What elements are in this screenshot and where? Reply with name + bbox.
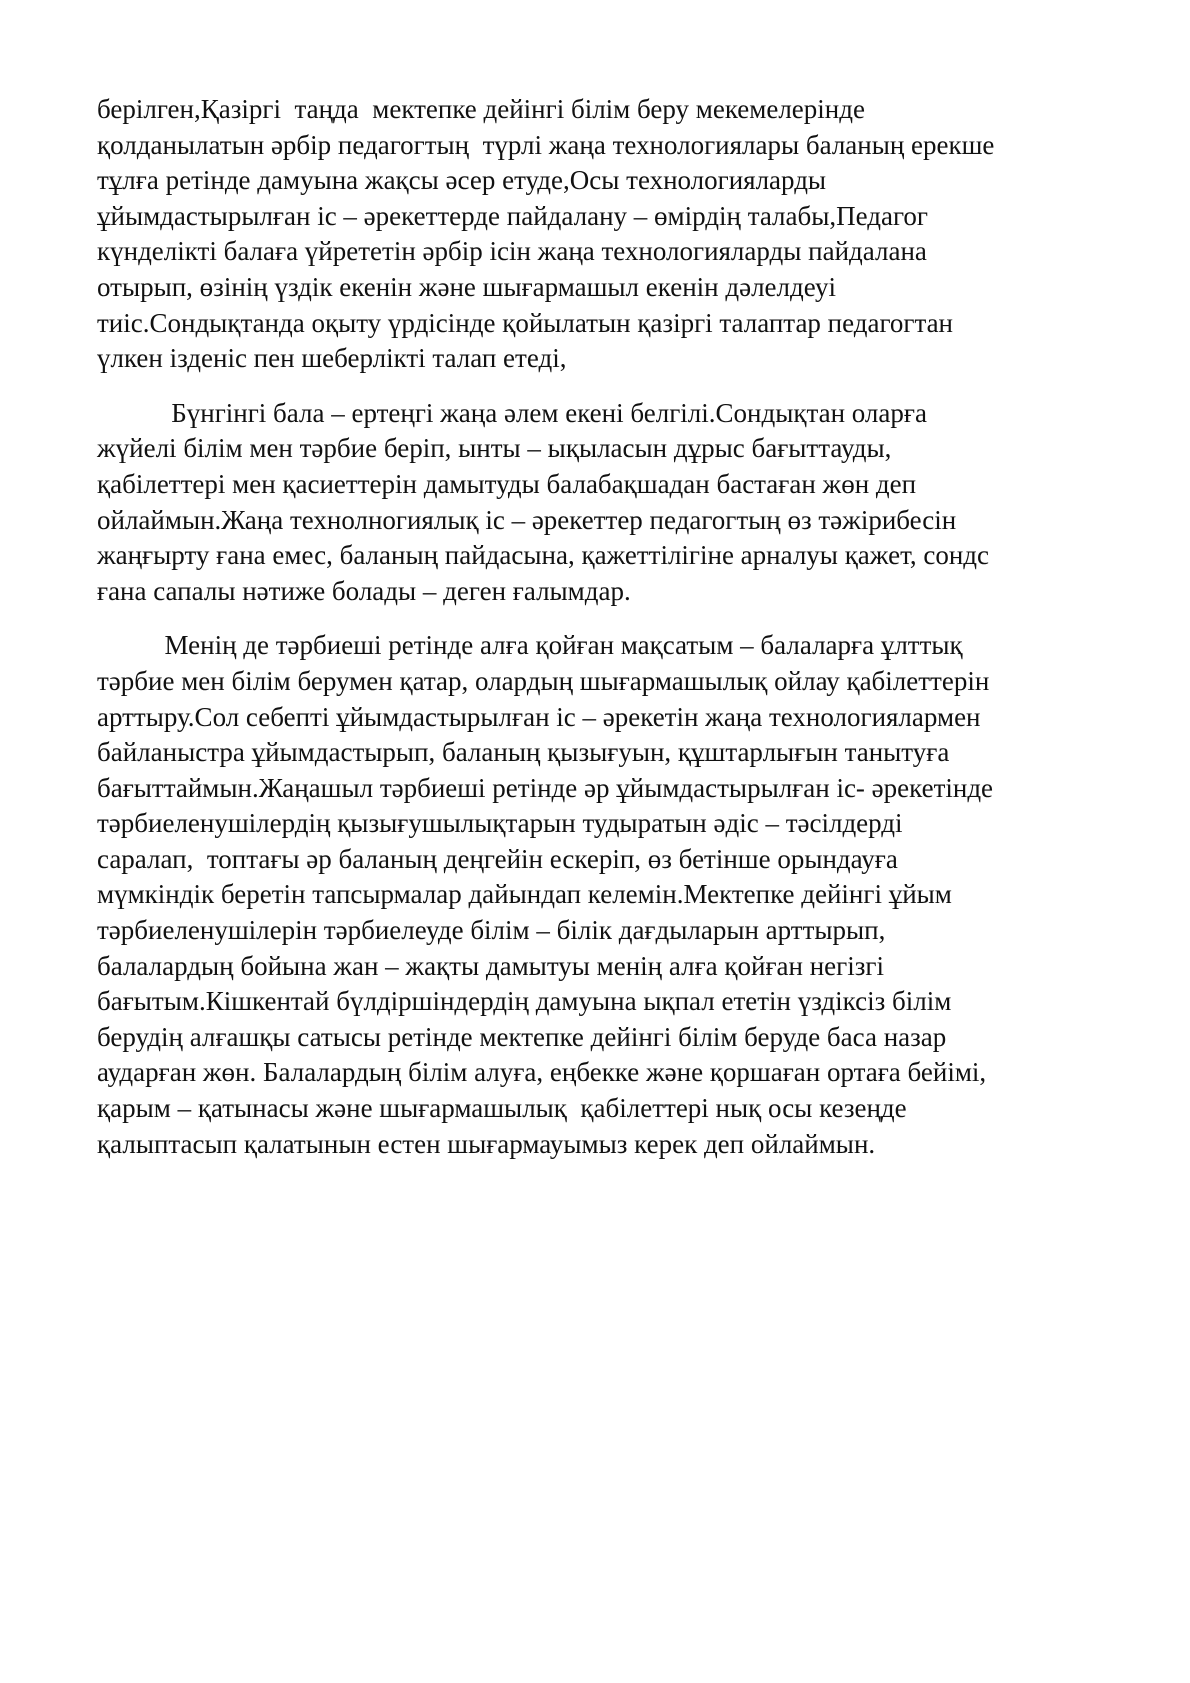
text-line: ұйымдастырылған іс – әрекеттерде пайдалану – өмірдің талабы,Педагог (97, 200, 928, 231)
text-line: тәрбиеленушілердің қызығушылықтарын тудыратын әдіс – тәсілдерді (97, 808, 903, 839)
paragraph-3 (97, 628, 1137, 1162)
text-line: ғана сапалы нәтиже болады – деген ғалымдар. (97, 575, 631, 606)
text-line: қабілеттері мен қасиеттерін дамытуды балабақшадан бастаған жөн деп (97, 468, 917, 499)
text-line: тәрбие мен білім берумен қатар, олардың шығармашылық ойлау қабілеттерін (97, 665, 990, 696)
text-line: арттыру.Сол себепті ұйымдастырылған іс – әрекетін жаңа технологиялармен (97, 701, 981, 732)
text-line: бағытым.Кішкентай бүлдіршіндердің дамуына ықпал ететін үздіксіз білім (97, 986, 952, 1017)
text-line: Менің де тәрбиеші ретінде алға қойған мақсатым – балаларға ұлттық (97, 630, 963, 661)
text-line: берілген,Қазіргі таңда мектепке дейінгі білім беру мекемелерінде (97, 94, 865, 124)
paragraph-2 (97, 396, 1137, 610)
text-line: үлкен ізденіс пен шеберлікті талап етеді, (97, 343, 567, 374)
text-line: күнделікті балаға үйрететін әрбір ісін жаңа технологияларды пайдалана (97, 236, 927, 267)
paragraph-1 (97, 92, 1137, 377)
text-line: берудің алғашқы сатысы ретінде мектепке дейінгі білім беруде баса назар (97, 1021, 947, 1052)
text-line: қолданылатын әрбір педагогтың түрлі жаңа технологиялары баланың ерекше (97, 129, 995, 160)
text-line: Бүнгінгі бала – ертеңгі жаңа әлем екені белгілі.Сондықтан оларға (97, 397, 927, 428)
text-line: тиіс.Сондықтанда оқыту үрдісінде қойылатын қазіргі талаптар педагогтан (97, 307, 954, 338)
document-page (97, 92, 1137, 1162)
text-line: бағыттаймын.Жаңашыл тәрбиеші ретінде әр ұйымдастырылған іс- әрекетінде (97, 772, 994, 803)
text-line: тұлға ретінде дамуына жақсы әсер етуде,Осы технологияларды (97, 165, 827, 196)
text-line: тәрбиеленушілерін тәрбиелеуде білім – білік дағдыларын арттырып, (97, 915, 886, 946)
text-line: байланыстра ұйымдастырып, баланың қызығуын, құштарлығын танытуға (97, 737, 950, 768)
text-line: отырып, өзінің үздік екенін және шығармашыл екенін дәлелдеуі (97, 271, 837, 302)
text-line: аударған жөн. Балалардың білім алуға, еңбекке және қоршаған ортаға бейімі, (97, 1057, 987, 1088)
text-line: жаңғырту ғана емес, баланың пайдасына, қажеттілігіне арналуы қажет, сондс (97, 540, 990, 571)
text-line: балалардың бойына жан – жақты дамытуы менің алға қойған негізгі (97, 950, 884, 981)
text-line: жүйелі білім мен тәрбие беріп, ынты – ықыласын дұрыс бағыттауды, (97, 433, 892, 464)
text-line: саралап, топтағы әр баланың деңгейін ескеріп, өз бетінше орындауға (97, 843, 898, 874)
text-line: ойлаймын.Жаңа технолногиялық іс – әрекеттер педагогтың өз тәжірибесін (97, 504, 957, 535)
text-line: мүмкіндік беретін тапсырмалар дайындап келемін.Мектепке дейінгі ұйым (97, 879, 952, 910)
text-line: қалыптасып қалатынын естен шығармауымыз керек деп ойлаймын. (97, 1128, 876, 1159)
text-line: қарым – қатынасы және шығармашылық қабілеттері нық осы кезеңде (97, 1093, 907, 1124)
